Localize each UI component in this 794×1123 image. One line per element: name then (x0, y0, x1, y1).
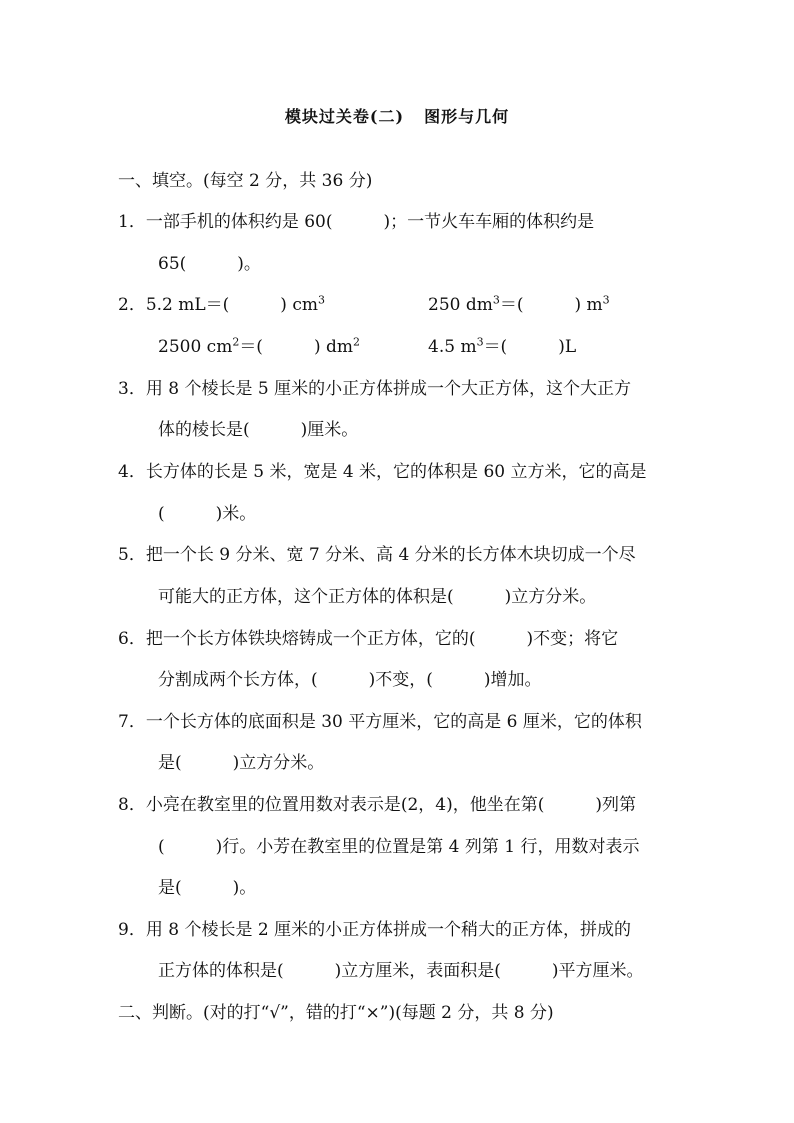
q7-line1: 7．一个长方体的底面积是 30 平方厘米，它的高是 6 厘米，它的体积 (118, 712, 642, 732)
q2-c2: ＝( ) dm (239, 337, 353, 357)
q2-row1: 2．5.2 mL＝( ) $cm^3$ (118, 293, 325, 315)
section1-heading: 一、填空。(每空 2 分，共 36 分) (118, 171, 373, 191)
q5-line1: 5．把一个长 9 分米、宽 7 分米、高 4 分米的长方体木块切成一个尽 (118, 545, 636, 565)
q2-row1-right: 250 $dm^3=$( ) $m^3$ (428, 293, 610, 315)
q1-line2: 65( )。 (158, 254, 261, 274)
q2-b2: ＝( ) m (499, 295, 603, 315)
q6-line1: 6．把一个长方体铁块熔铸成一个正方体，它的( )不变；将它 (118, 629, 619, 649)
q2-a: 2．5.2 mL＝( ) cm (118, 295, 318, 315)
q8-line3: 是( )。 (158, 878, 257, 898)
q6-line2: 分割成两个长方体，( )不变，( )增加。 (158, 670, 542, 690)
q2-row2-right: 4.5 $m^3=$( )L (428, 335, 577, 357)
q8-line2: ( )行。小芳在教室里的位置是第 4 列第 1 行，用数对表示 (158, 837, 640, 857)
title-sub: 图形与几何 (424, 107, 510, 126)
section2-heading: 二、判断。(对的打“√”，错的打“×”)(每题 2 分，共 8 分) (118, 1003, 554, 1023)
q1-line1: 1．一部手机的体积约是 60( )；一节火车车厢的体积约是 (118, 212, 595, 232)
q9-line1: 9．用 8 个棱长是 2 厘米的小正方体拼成一个稍大的正方体，拼成的 (118, 920, 632, 940)
q8-line1: 8．小亮在教室里的位置用数对表示是(2，4)，他坐在第( )列第 (118, 795, 636, 815)
q2-row2: 2500 $cm^2=$( ) $dm^2$ (158, 335, 360, 357)
q3-line2: 体的棱长是( )厘米。 (158, 420, 359, 440)
q2-c: 2500 cm (158, 337, 233, 357)
q2-b: 250 dm (428, 295, 493, 315)
q4-line1: 4．长方体的长是 5 米，宽是 4 米，它的体积是 60 立方米，它的高是 (118, 462, 647, 482)
title-main: 模块过关卷(二) (284, 107, 405, 126)
q2-d: 4.5 m (428, 337, 477, 357)
q9-line2: 正方体的体积是( )立方厘米，表面积是( )平方厘米。 (158, 961, 644, 981)
q2-d2: ＝( )L (483, 337, 577, 357)
q5-line2: 可能大的正方体，这个正方体的体积是( )立方分米。 (158, 587, 597, 607)
q7-line2: 是( )立方分米。 (158, 753, 325, 773)
q3-line1: 3．用 8 个棱长是 5 厘米的小正方体拼成一个大正方体，这个大正方 (118, 379, 632, 399)
q4-line2: ( )米。 (158, 504, 257, 524)
page-title (0, 104, 794, 127)
